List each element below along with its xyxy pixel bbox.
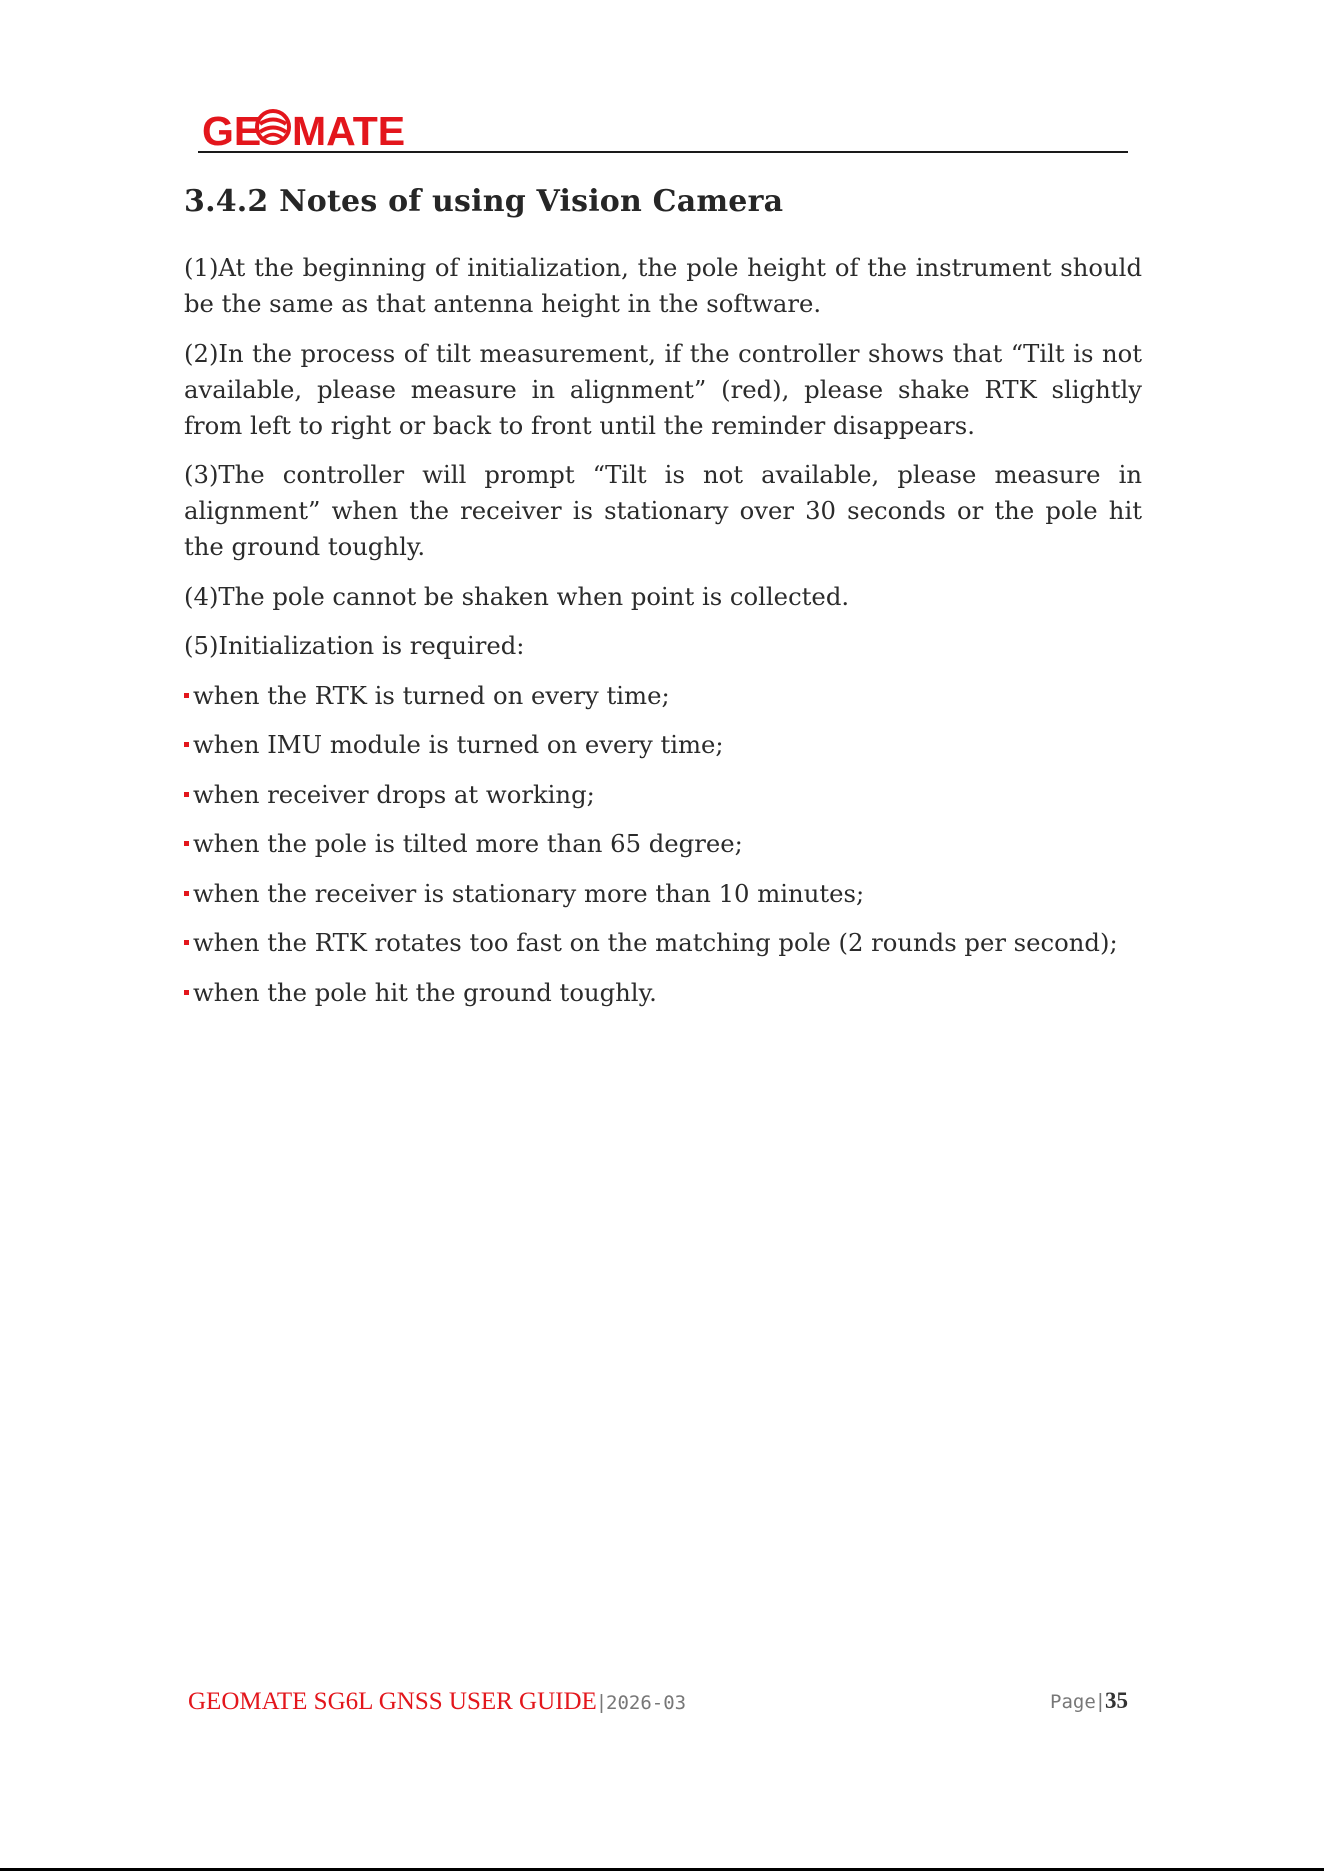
footer-page-info xyxy=(1050,1688,1128,1714)
footer-separator: | xyxy=(598,1692,605,1714)
list-item-text: when the RTK rotates too fast on the matching pole (2 rounds per second); xyxy=(193,928,1118,957)
svg-text:MATE: MATE xyxy=(292,108,406,150)
note-paragraph-2: (2)In the process of tilt measurement, if the controller shows that “Tilt is not available, please measure in alignment” (red), please shake RTK slightly from left to right or back to front until the reminder disappears. xyxy=(184,338,1142,440)
red-square-bullet-icon xyxy=(184,891,189,896)
footer-page-separator: | xyxy=(1097,1691,1103,1713)
footer-page-label: Page xyxy=(1050,1691,1096,1713)
red-square-bullet-icon xyxy=(184,742,189,747)
page-number: 35 xyxy=(1105,1688,1128,1713)
list-item xyxy=(184,777,1142,813)
list-item xyxy=(184,925,1142,961)
list-item xyxy=(184,826,1142,862)
footer-date: 2026-03 xyxy=(606,1692,687,1714)
geomate-logo xyxy=(202,106,422,150)
list-item-text: when the RTK is turned on every time; xyxy=(193,680,670,710)
list-item xyxy=(184,678,1142,714)
red-square-bullet-icon xyxy=(184,841,189,846)
header-divider xyxy=(198,151,1128,153)
list-item-text: when the pole hit the ground toughly. xyxy=(193,977,657,1007)
list-item-text: when IMU module is turned on every time; xyxy=(193,730,724,759)
footer-guide-title: GEOMATE SG6L GNSS USER GUIDE xyxy=(188,1688,597,1715)
list-item-text: when receiver drops at working; xyxy=(193,779,595,809)
list-item xyxy=(184,975,1142,1011)
list-item-text: when the pole is tilted more than 65 degree; xyxy=(193,829,743,858)
page-body xyxy=(184,250,1142,1024)
red-square-bullet-icon xyxy=(184,940,189,945)
note-paragraph-5: (5)Initialization is required: xyxy=(184,631,525,660)
geomate-logo-mark xyxy=(202,106,422,150)
section-title: 3.4.2 Notes of using Vision Camera xyxy=(184,184,784,219)
note-paragraph-3: (3)The controller will prompt “Tilt is not available, please measure in alignment” when the receiver is stationary over 30 seconds or the pole hit the ground toughly. xyxy=(184,460,1142,561)
red-square-bullet-icon xyxy=(184,693,189,698)
note-paragraph-1: (1)At the beginning of initialization, the pole height of the instrument should be the same as that antenna height in the software. xyxy=(184,253,1142,318)
red-square-bullet-icon xyxy=(184,792,189,797)
page-footer xyxy=(188,1688,1128,1724)
svg-text:GE: GE xyxy=(202,108,262,150)
red-square-bullet-icon xyxy=(184,990,189,995)
page-bottom-border xyxy=(0,1868,1324,1871)
list-item xyxy=(184,727,1142,763)
note-paragraph-4: (4)The pole cannot be shaken when point is collected. xyxy=(184,581,850,611)
list-item xyxy=(184,876,1142,912)
list-item-text: when the receiver is stationary more than 10 minutes; xyxy=(193,878,865,908)
footer-guide-info xyxy=(188,1688,686,1716)
